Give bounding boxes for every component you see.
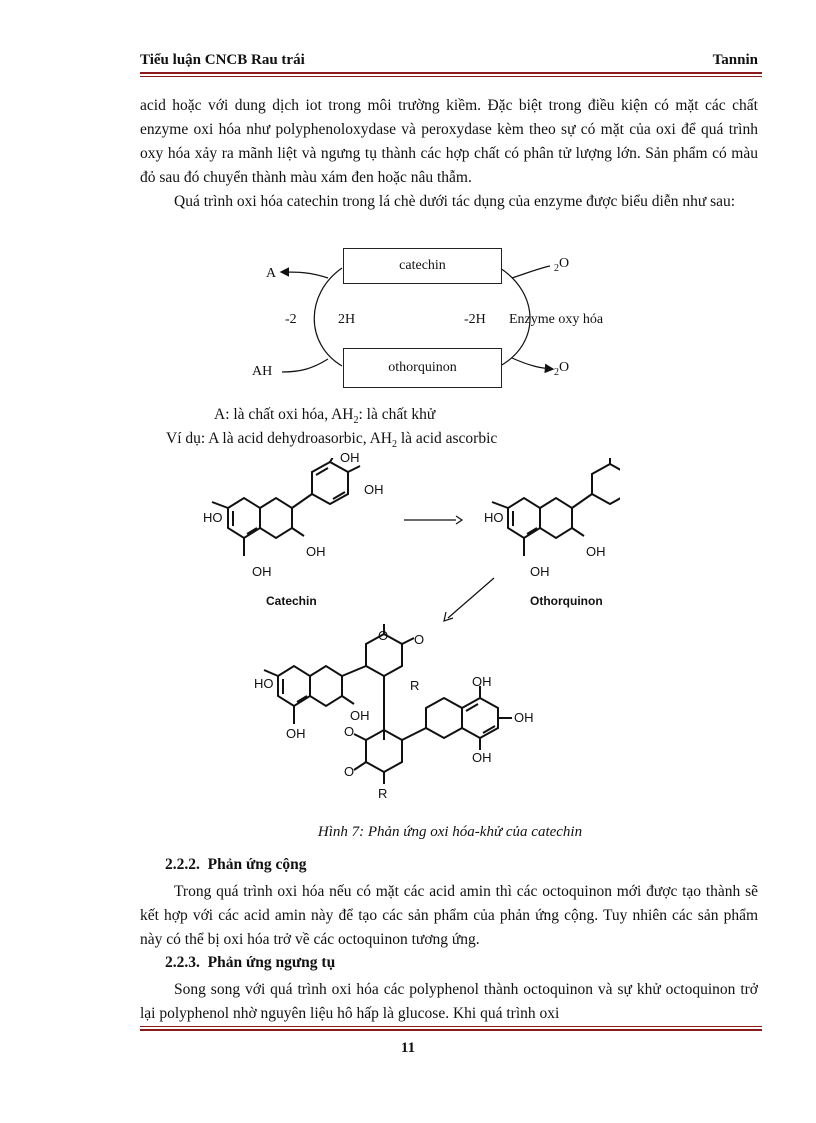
catechin-ho: HO [203, 510, 223, 525]
dimer-o-top: O [378, 628, 389, 643]
catechin-oh-right: OH [364, 482, 384, 497]
label-o2: $_2$O [554, 256, 570, 274]
dimer-ho: HO [254, 676, 274, 691]
paragraph-addition: Trong quá trình oxi hóa nếu có mặt các acid amin thì các octoquinon mới được tạo thành sẽ kết hợp với các acid amin này để tạo các sản phẩm của phản ứng cộng. Tuy nhiên các sản phẩm này có thể bị oxi hóa trở về các octoquinon tương ứng. [140, 883, 758, 948]
dimer-r-top: R [410, 678, 420, 693]
figure-caption: Hình 7: Phản ứng oxi hóa-khử của catechin [317, 824, 583, 840]
label-oxidant: A [266, 266, 277, 281]
paragraph-condensation: Song song với quá trình oxi hóa các polyphenol thành octoquinon và sự khử octoquinon trở lại polyphenol nhờ nguyên liệu hô hấp là glucose. Khi quá trình oxi [140, 981, 758, 1022]
structures-figure [200, 450, 620, 820]
dimer-o-left2: O [344, 764, 355, 779]
dimer-o-left: O [344, 724, 355, 739]
note-example: Ví dụ: A là acid dehydroasorbic, $AH_2$ là acid ascorbic [166, 430, 498, 451]
paragraph-catechin-process: Quá trình oxi hóa catechin trong lá chè dưới tác dụng của enzyme được biểu diễn như sau: [174, 193, 736, 210]
header-topic: Tannin [712, 52, 758, 68]
redox-scheme [250, 244, 630, 394]
label-enzyme: Enzyme oxy hóa [509, 312, 604, 327]
header-rule-thin [140, 76, 762, 77]
catechin-box: catechin [343, 248, 502, 284]
othorquinon-structure [492, 458, 620, 556]
catechin-label: Catechin [266, 594, 317, 608]
dimer-oh-ring: OH [350, 708, 370, 723]
dimer-o-right: O [414, 632, 425, 647]
paragraph-oxidation: acid hoặc với dung dịch iot trong môi trường kiềm. Đặc biệt trong điều kiện có mặt các chất enzyme oxi hóa như polyphenoloxydase và peroxydase kèm theo sự có mặt của oxi để quá trình oxy hóa xảy ra mãnh liệt và ngưng tụ thành các hợp chất có phân tử lượng lớn. Sản phẩm có màu đỏ sau đó chuyển thành màu xám đen hoặc nâu thẫm. [140, 97, 758, 186]
section-223-heading: 2.2.3. Phản ứng ngưng tụ [165, 954, 336, 971]
footer-rule-thin [140, 1026, 762, 1027]
structures-drawing [200, 458, 620, 820]
dimer-oh-bottom: OH [286, 726, 306, 741]
label-2h: 2H [338, 312, 356, 327]
othorquinon-oh-bottom: OH [530, 564, 550, 579]
header-title: Tiểu luận CNCB Rau trái [140, 52, 305, 68]
label-reductant: AH [252, 364, 273, 379]
page-number: 11 [400, 1040, 416, 1056]
othorquinon-label: Othorquinon [530, 594, 603, 608]
label-h2o: $_2$O [554, 360, 570, 378]
dimer-oh-top: OH [472, 674, 492, 689]
header-rule [140, 72, 762, 74]
catechin-oh-ring: OH [306, 544, 326, 559]
catechin-oh-bottom: OH [252, 564, 272, 579]
section-222-heading: 2.2.2. Phản ứng cộng [165, 856, 307, 873]
catechin-oh-top: OH [340, 450, 360, 465]
label-minus-2h-right: -2H [464, 312, 486, 327]
note-oxidant-reductant: A: là chất oxi hóa, $AH_2$: là chất khử [214, 406, 436, 427]
dimer-oh-lower: OH [472, 750, 492, 765]
dimer-oh-right: OH [514, 710, 534, 725]
othorquinon-ho: HO [484, 510, 504, 525]
othorquinon-box: othorquinon [343, 348, 502, 388]
othorquinon-oh-ring: OH [586, 544, 606, 559]
label-minus-2-left: -2 [285, 312, 297, 327]
catechin-structure [212, 458, 360, 556]
dimer-r: R [378, 786, 388, 801]
footer-rule [140, 1029, 762, 1031]
